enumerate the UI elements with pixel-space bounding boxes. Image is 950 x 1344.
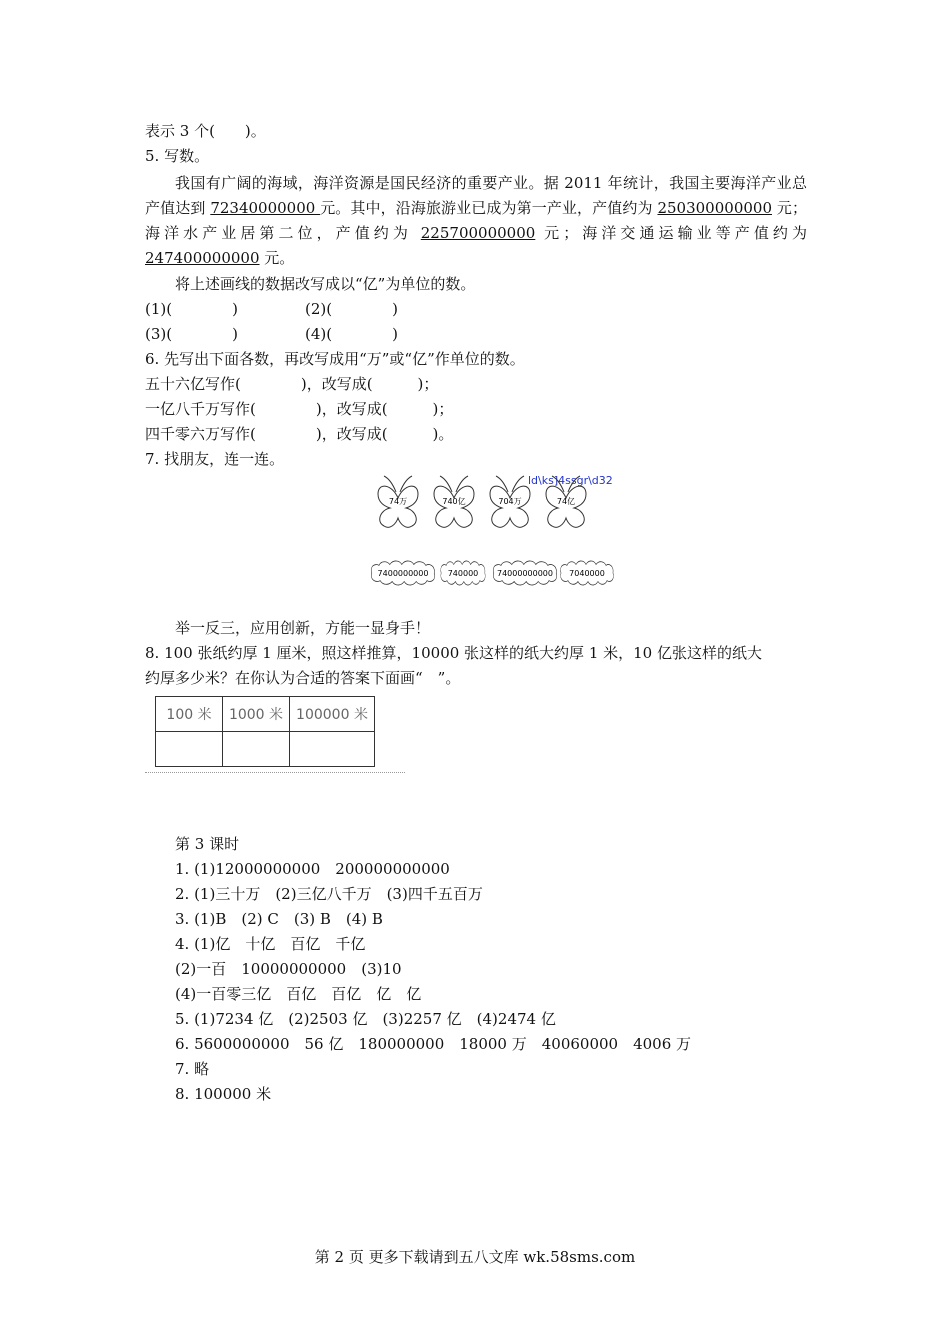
q8-option-1: 100 米 bbox=[156, 697, 223, 732]
answer-4b: (2)一百 10000000000 (3)10 bbox=[175, 960, 402, 978]
answer-7: 7. 略 bbox=[175, 1060, 210, 1078]
q5-text-e: 元。 bbox=[259, 249, 295, 267]
q5-blank-1: (1)( ) bbox=[145, 300, 238, 318]
cloud-label-3: 74000000000 bbox=[497, 569, 553, 578]
q8-mark-cell-1[interactable] bbox=[156, 732, 223, 767]
cloud-label-2: 740000 bbox=[447, 569, 479, 578]
q7-title: 7. 找朋友，连一连。 bbox=[145, 450, 285, 468]
q5-number-1: 72340000000 bbox=[210, 199, 321, 217]
q5-paragraph bbox=[145, 171, 807, 271]
answer-8: 8. 100000 米 bbox=[175, 1085, 272, 1103]
q5-title: 5. 写数。 bbox=[145, 147, 210, 165]
q5-blank-4: (4)( ) bbox=[305, 325, 398, 343]
q8-mark-cell-2[interactable] bbox=[223, 732, 290, 767]
q7-hyperlink[interactable]: ld\ks]4ssgr\d32 bbox=[528, 474, 613, 487]
answer-4c: (4)一百零三亿 百亿 百亿 亿 亿 bbox=[175, 985, 422, 1003]
q6-line-1: 五十六亿写作( )，改写成( )； bbox=[145, 375, 439, 393]
q8-mark-cell-3[interactable] bbox=[290, 732, 375, 767]
butterfly-label-1: 74万 bbox=[388, 497, 408, 506]
butterfly-label-4: 74亿 bbox=[556, 497, 576, 506]
cloud-label-4: 7040000 bbox=[569, 569, 605, 578]
q8-option-2: 1000 米 bbox=[223, 697, 290, 732]
q5-number-2: 250300000000 bbox=[657, 199, 772, 217]
q5-text-c: 元；海洋水产业居第二位，产值约为 bbox=[145, 199, 807, 242]
q6-line-2: 一亿八千万写作( )，改写成( )； bbox=[145, 400, 454, 418]
answers-title: 第 3 课时 bbox=[175, 835, 240, 853]
answer-3: 3. (1)B (2) C (3) B (4) B bbox=[175, 910, 383, 928]
q8-line-1: 8. 100 张纸约厚 1 厘米，照这样推算，10000 张这样的纸大约厚 1 米，10 亿张这样的纸大 bbox=[145, 644, 762, 662]
q7-matching-figure bbox=[365, 470, 625, 590]
q8-line-2: 约厚多少米？在你认为合适的答案下面画“ ”。 bbox=[145, 669, 461, 687]
motto: 举一反三，应用创新，方能一显身手！ bbox=[175, 619, 431, 637]
q5-instruction: 将上述画线的数据改写成以“亿”为单位的数。 bbox=[175, 275, 476, 293]
q6-line-3: 四千零六万写作( )，改写成( )。 bbox=[145, 425, 454, 443]
butterfly-label-2: 740亿 bbox=[442, 497, 466, 506]
q5-number-3: 225700000000 bbox=[420, 224, 536, 242]
cut-off-text-edge bbox=[145, 772, 405, 779]
answer-2: 2. (1)三十万 (2)三亿八千万 (3)四千五百万 bbox=[175, 885, 483, 903]
q5-blank-3: (3)( ) bbox=[145, 325, 238, 343]
q5-text-a: 我国有广阔的海域，海洋资源是国民经济的重要产业。据 2011 年统计，我国主要海洋产业总产值达到 bbox=[145, 174, 807, 217]
q4-ending: 表示 3 个( )。 bbox=[145, 122, 266, 140]
answer-4a: 4. (1)亿 十亿 百亿 千亿 bbox=[175, 935, 366, 953]
q5-text-d: 元；海洋交通运输业等产值约为 bbox=[535, 224, 807, 242]
answer-6: 6. 5600000000 56 亿 180000000 18000 万 40060000 4006 万 bbox=[175, 1035, 692, 1053]
answer-1: 1. (1)12000000000 200000000000 bbox=[175, 860, 450, 878]
butterfly-label-3: 704万 bbox=[498, 497, 522, 506]
q6-title: 6. 先写出下面各数，再改写成用“万”或“亿”作单位的数。 bbox=[145, 350, 525, 368]
q8-answer-table bbox=[155, 696, 375, 767]
cloud-label-1: 7400000000 bbox=[377, 569, 429, 578]
q8-option-3: 100000 米 bbox=[290, 697, 375, 732]
q5-text-b: 元。其中，沿海旅游业已成为第一产业，产值约为 bbox=[320, 199, 658, 217]
q5-blank-2: (2)( ) bbox=[305, 300, 398, 318]
answer-5: 5. (1)7234 亿 (2)2503 亿 (3)2257 亿 (4)2474 亿 bbox=[175, 1010, 556, 1028]
q5-number-4: 247400000000 bbox=[145, 249, 260, 267]
page-footer: 第 2 页 更多下载请到五八文库 wk.58sms.com bbox=[314, 1248, 636, 1266]
